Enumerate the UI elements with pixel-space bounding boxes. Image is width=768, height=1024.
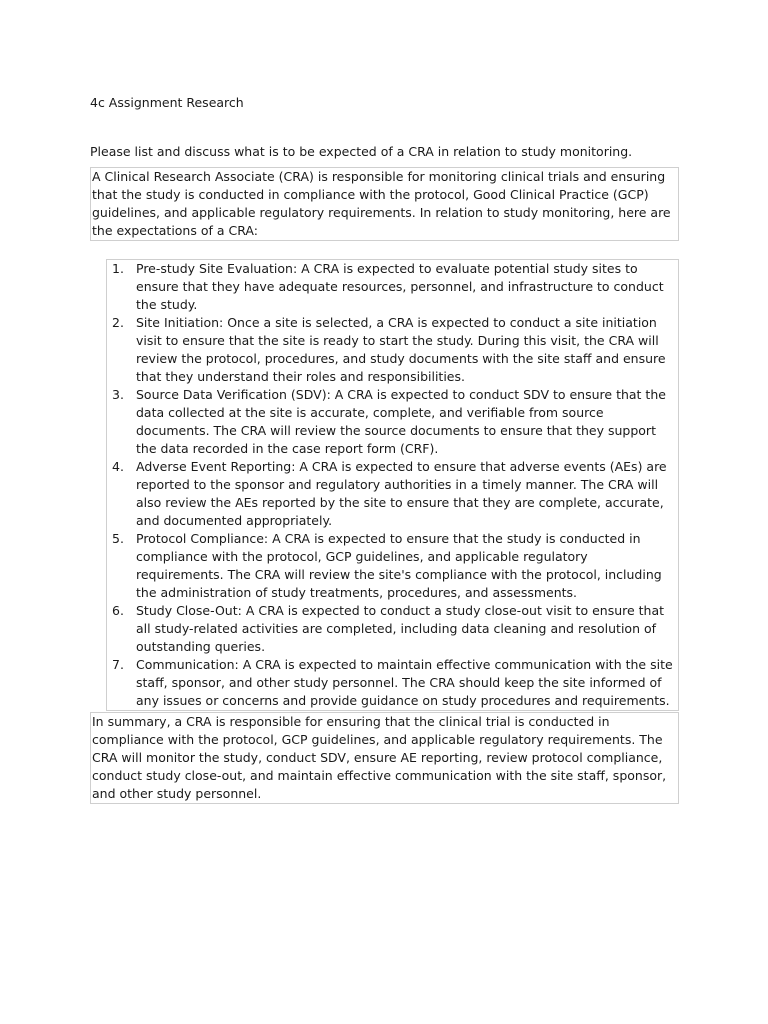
summary-paragraph: In summary, a CRA is responsible for ensuring that the clinical trial is conducted in compliance with the protocol, GCP guidelines, and applicable regulatory requirements. The CRA will monitor the study, conduct SDV, ensure AE reporting, review protocol compliance, conduct study close-out, and maintain effective communication with the site staff, sponsor, and other study personnel. xyxy=(92,714,667,801)
list-item xyxy=(107,314,678,386)
list-item-text: Pre-study Site Evaluation: A CRA is expected to evaluate potential study sites to ensure that they have adequate resources, personnel, and infrastructure to conduct the study. xyxy=(136,261,664,312)
list-item-text: Protocol Compliance: A CRA is expected to ensure that the study is conducted in compliance with the protocol, GCP guidelines, and applicable regulatory requirements. The CRA will review the site's compliance with the protocol, including the administration of study treatments, procedures, and assessments. xyxy=(136,531,662,600)
list-item-text: Study Close-Out: A CRA is expected to conduct a study close-out visit to ensure that all study-related activities are completed, including data cleaning and resolution of outstanding queries. xyxy=(136,603,665,654)
list-item-number: 2. xyxy=(112,315,124,330)
list-item-number: 3. xyxy=(112,387,124,402)
expectations-list-box xyxy=(106,259,679,711)
list-item-number: 7. xyxy=(112,657,124,672)
intro-text-box xyxy=(90,167,679,241)
list-item xyxy=(107,602,678,656)
list-item-text: Adverse Event Reporting: A CRA is expected to ensure that adverse events (AEs) are reported to the sponsor and regulatory authorities in a timely manner. The CRA will also review the AEs reported by the site to ensure that they are complete, accurate, and documented appropriately. xyxy=(136,459,667,528)
list-item-number: 1. xyxy=(112,261,124,276)
expectations-list xyxy=(107,260,678,710)
list-item xyxy=(107,530,678,602)
list-item-text: Communication: A CRA is expected to maintain effective communication with the site staff, sponsor, and other study personnel. The CRA should keep the site informed of any issues or concerns and provide guidance on study procedures and requirements. xyxy=(136,657,673,708)
list-item-number: 4. xyxy=(112,459,124,474)
list-item xyxy=(107,458,678,530)
assignment-question: Please list and discuss what is to be expected of a CRA in relation to study monitoring. xyxy=(90,144,633,159)
list-item xyxy=(107,260,678,314)
document-title: 4c Assignment Research xyxy=(90,95,244,110)
list-item xyxy=(107,386,678,458)
list-item xyxy=(107,656,678,710)
list-item-number: 5. xyxy=(112,531,124,546)
list-item-number: 6. xyxy=(112,603,124,618)
list-item-text: Source Data Verification (SDV): A CRA is expected to conduct SDV to ensure that the data collected at the site is accurate, complete, and verifiable from source documents. The CRA will review the source documents to ensure that they support the data recorded in the case report form (CRF). xyxy=(136,387,666,456)
summary-text-box xyxy=(90,712,679,804)
list-item-text: Site Initiation: Once a site is selected, a CRA is expected to conduct a site initiation visit to ensure that the site is ready to start the study. During this visit, the CRA will review the protocol, procedures, and study documents with the site staff and ensure that they understand their roles and responsibilities. xyxy=(136,315,666,384)
intro-paragraph: A Clinical Research Associate (CRA) is responsible for monitoring clinical trials and ensuring that the study is conducted in compliance with the protocol, Good Clinical Practice (GCP) guidelines, and applicable regulatory requirements. In relation to study monitoring, here are the expectations of a CRA: xyxy=(92,169,671,238)
